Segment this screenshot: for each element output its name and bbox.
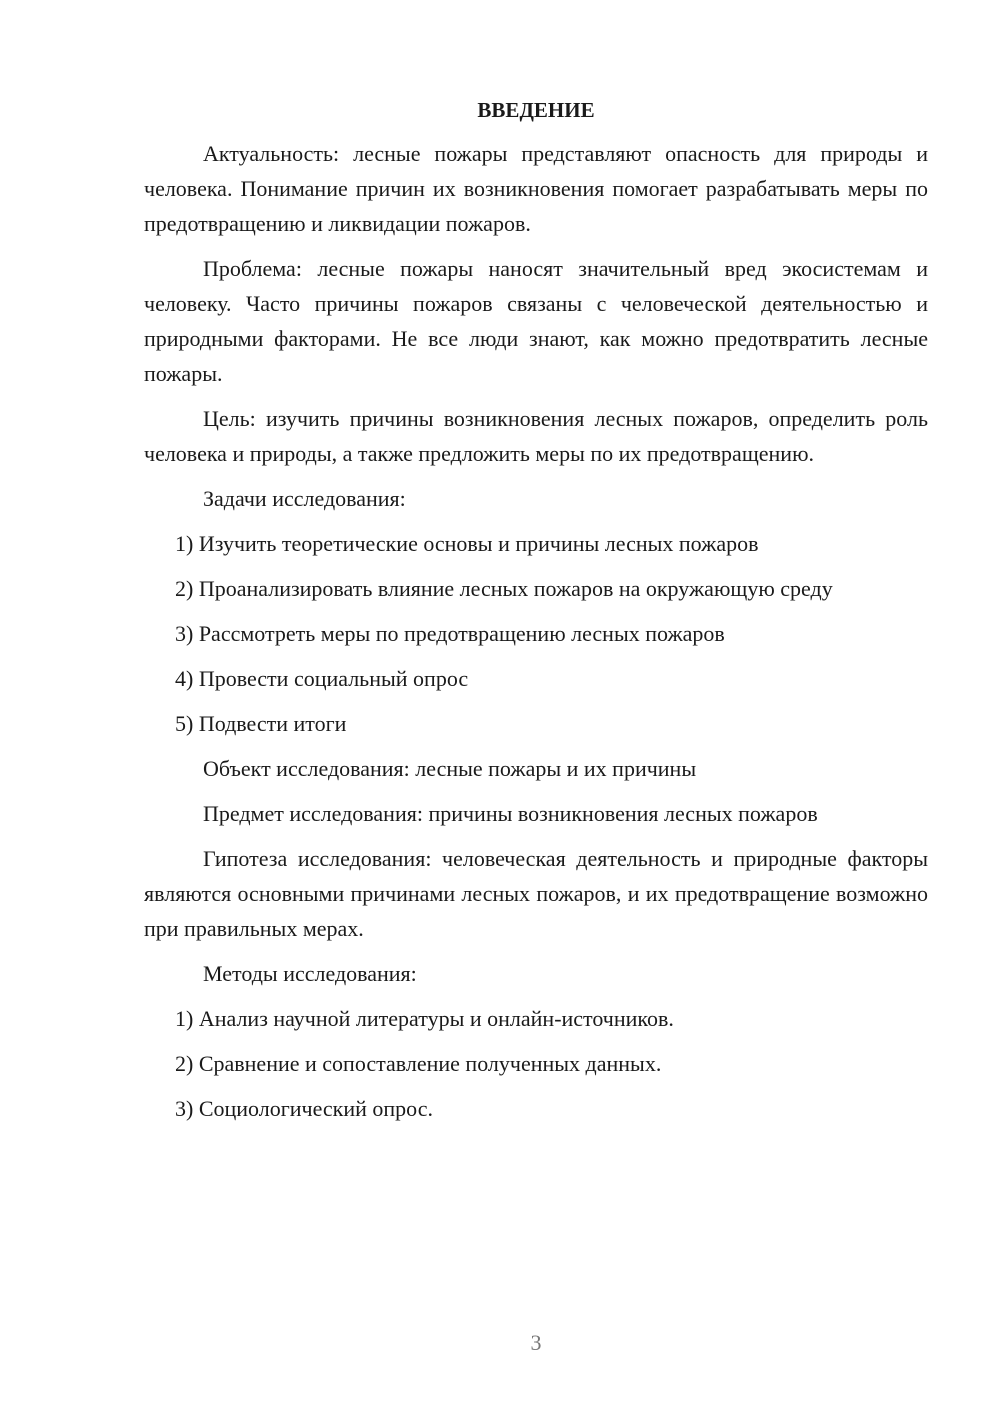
methods-heading: Методы исследования: (203, 961, 417, 986)
hypothesis-paragraph: Гипотеза исследования: человеческая деятельность и природные факторы являются основными причинами лесных пожаров, и их предотвращение возможно при правильных мерах. (144, 846, 928, 941)
list-item: 2) Проанализировать влияние лесных пожаров на окружающую среду (175, 576, 833, 601)
list-item: 2) Сравнение и сопоставление полученных данных. (175, 1051, 662, 1076)
problem-paragraph: Проблема: лесные пожары наносят значительный вред экосистемам и человеку. Часто причины пожаров связаны с человеческой деятельностью и природными факторами. Не все люди знают, как можно предотвратить лесные пожары. (144, 256, 928, 386)
list-item: 4) Провести социальный опрос (175, 666, 469, 691)
page-title: ВВЕДЕНИЕ (477, 98, 595, 122)
goal-paragraph: Цель: изучить причины возникновения лесных пожаров, определить роль человека и природы, а также предложить меры по их предотвращению. (144, 406, 928, 466)
list-item: 1) Анализ научной литературы и онлайн-источников. (175, 1006, 674, 1031)
list-item: 5) Подвести итоги (175, 711, 347, 736)
relevance-paragraph: Актуальность: лесные пожары представляют опасность для природы и человека. Понимание причин их возникновения помогает разрабатывать меры по предотвращению и ликвидации пожаров. (144, 141, 928, 236)
list-item: 1) Изучить теоретические основы и причины лесных пожаров (175, 531, 759, 556)
subject-paragraph: Предмет исследования: причины возникновения лесных пожаров (203, 801, 818, 826)
object-paragraph: Объект исследования: лесные пожары и их причины (203, 756, 697, 781)
list-item: 3) Социологический опрос. (175, 1096, 433, 1121)
list-item: 3) Рассмотреть меры по предотвращению лесных пожаров (175, 621, 725, 646)
page-number: 3 (530, 1330, 542, 1355)
methods-list (144, 1001, 928, 1126)
document-page (144, 96, 928, 1136)
tasks-list (144, 526, 928, 741)
tasks-heading: Задачи исследования: (203, 486, 406, 511)
